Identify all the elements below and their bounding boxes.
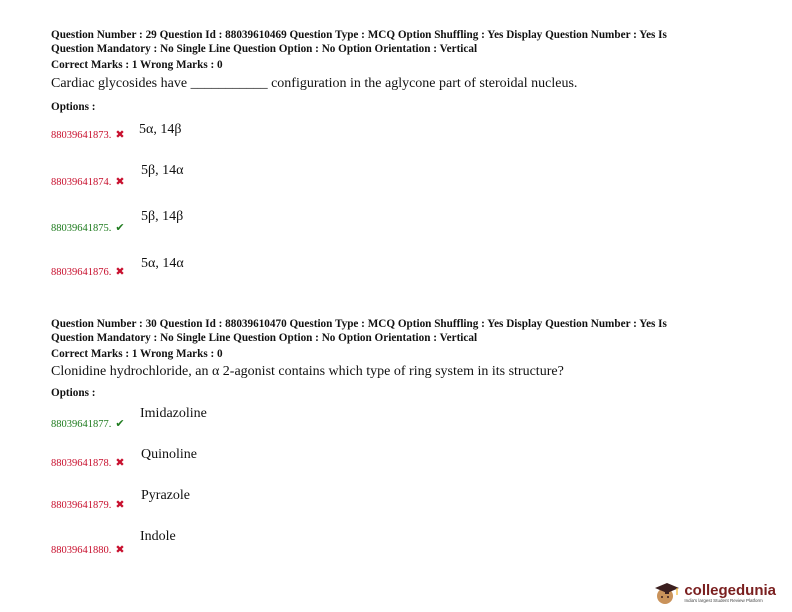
q29-option-2-id: 88039641874. ✖ <box>51 175 125 188</box>
q29-question-text: Cardiac glycosides have ___________ configuration in the aglycone part of steroidal nucleus. <box>51 76 578 91</box>
q29-option-1-id: 88039641873. ✖ <box>51 128 125 141</box>
cross-icon: ✖ <box>115 128 125 141</box>
q30-option-1-id: 88039641877. ✔ <box>51 417 125 430</box>
cross-icon: ✖ <box>115 543 125 556</box>
q29-marks: Correct Marks : 1 Wrong Marks : 0 <box>51 59 223 71</box>
check-icon: ✔ <box>115 221 125 234</box>
collegedunia-logo <box>653 580 776 606</box>
q30-options-label: Options : <box>51 387 96 399</box>
q29-option-1-text: 5α, 14β <box>139 122 182 137</box>
q30-option-3-text: Pyrazole <box>141 488 190 503</box>
q30-meta-line1: Question Number : 30 Question Id : 88039610470 Question Type : MCQ Option Shuffling : Yes Display Question Number : Yes Is <box>51 318 667 330</box>
q30-marks: Correct Marks : 1 Wrong Marks : 0 <box>51 348 223 360</box>
q30-option-4-id: 88039641880. ✖ <box>51 543 125 556</box>
q30-question-text: Clonidine hydrochloride, an α 2-agonist contains which type of ring system in its structure? <box>51 364 564 379</box>
q29-options-label: Options : <box>51 101 96 113</box>
graduation-cap-icon <box>653 580 681 606</box>
q30-option-4-text: Indole <box>140 529 176 544</box>
q29-option-4-id: 88039641876. ✖ <box>51 265 125 278</box>
q30-meta-line2: Question Mandatory : No Single Line Question Option : No Option Orientation : Vertical <box>51 332 478 344</box>
check-icon: ✔ <box>115 417 125 430</box>
q29-option-2-text: 5β, 14α <box>141 163 184 178</box>
cross-icon: ✖ <box>115 265 125 278</box>
q29-meta-line2: Question Mandatory : No Single Line Question Option : No Option Orientation : Vertical <box>51 43 478 55</box>
logo-name: collegedunia <box>684 581 776 599</box>
logo-tagline: India's largest Student Review Platform <box>684 597 763 603</box>
q30-option-3-id: 88039641879. ✖ <box>51 498 125 511</box>
cross-icon: ✖ <box>115 175 125 188</box>
q29-meta-line1: Question Number : 29 Question Id : 88039610469 Question Type : MCQ Option Shuffling : Yes Display Question Number : Yes Is <box>51 29 667 41</box>
q30-option-2-id: 88039641878. ✖ <box>51 456 125 469</box>
q30-option-2-text: Quinoline <box>141 447 197 462</box>
cross-icon: ✖ <box>115 456 125 469</box>
q29-option-3-text: 5β, 14β <box>141 209 184 224</box>
q30-option-1-text: Imidazoline <box>140 406 207 421</box>
cross-icon: ✖ <box>115 498 125 511</box>
q29-option-4-text: 5α, 14α <box>141 256 184 271</box>
q29-option-3-id: 88039641875. ✔ <box>51 221 125 234</box>
